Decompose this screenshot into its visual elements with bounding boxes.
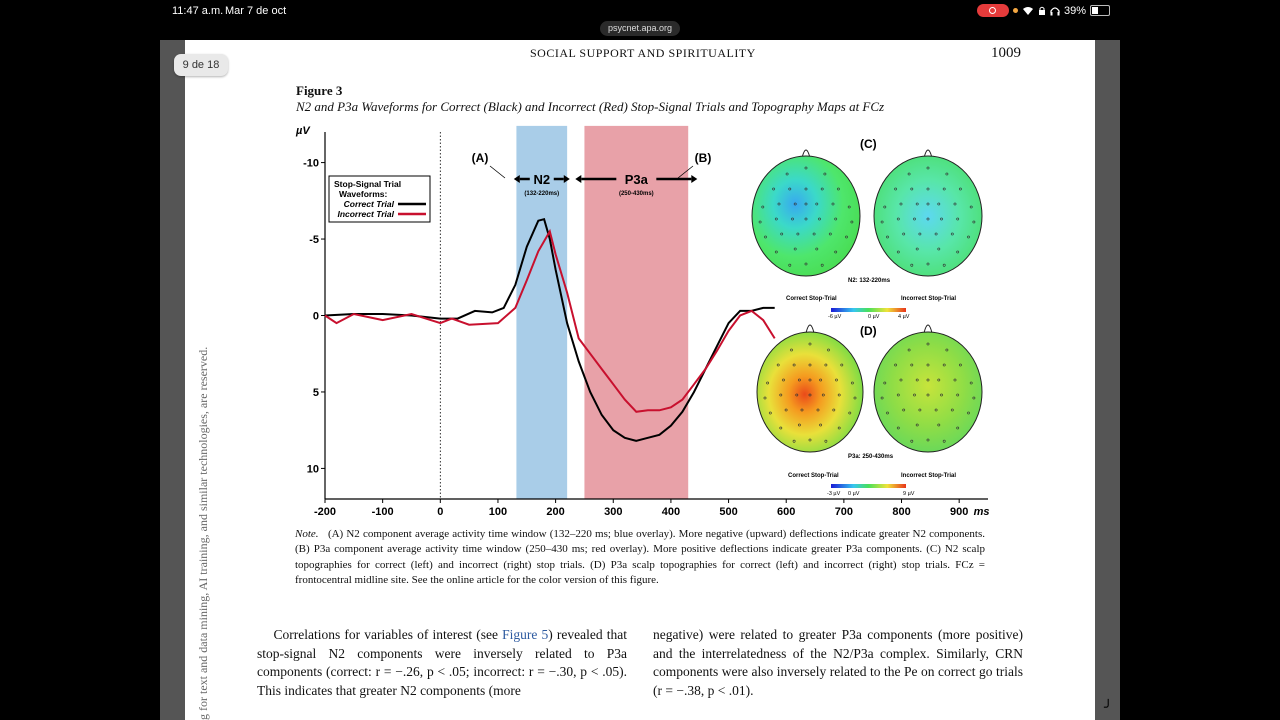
wifi-icon <box>1022 6 1034 16</box>
lock-icon <box>1038 6 1046 16</box>
legend-subtitle: Waveforms: <box>339 189 388 199</box>
status-time: 11:47 a.m. <box>172 5 224 17</box>
scale-d-min: -3 µV <box>827 491 841 497</box>
topo-c-incorrect-label: Incorrect Stop-Trial <box>901 296 957 302</box>
x-tick-label: 500 <box>719 506 738 518</box>
figure-label: Figure 3 <box>296 83 343 98</box>
scale-c-mid: 0 µV <box>868 314 880 320</box>
x-tick-label: 200 <box>546 506 565 518</box>
panel-c-label: (C) <box>860 137 877 151</box>
annotation-a-pointer <box>490 166 505 178</box>
n2-window-label: N2 <box>533 172 551 187</box>
x-tick-label: 700 <box>834 506 854 518</box>
col1-after: ) revealed that stop-signal N2 components were inversely related to P3a components (correct: r = −.26, p < .05; incorrect: r = −.30, p < .05). This indicates that greater N2 components (more <box>257 627 627 698</box>
x-tick-label: 0 <box>437 506 444 518</box>
x-tick-label: 300 <box>604 506 623 518</box>
body-column-right: negative) were related to greater P3a components (more positive) and the interrelatedness of the N2/P3a complex. Similarly, CRN components were also inversely related to the Pe on correct go trials (r = −.38, p < .01). <box>653 627 1023 698</box>
legend-title: Stop-Signal Trial <box>334 179 402 189</box>
page-counter: 9 de 18 <box>174 54 228 76</box>
topo-d-incorrect-label: Incorrect Stop-Trial <box>901 473 957 479</box>
page-number: 1009 <box>991 45 1021 61</box>
battery-icon <box>1090 5 1110 16</box>
y-axis-label: µV <box>296 125 310 137</box>
topo-c-correct-label: Correct Stop-Trial <box>786 296 837 302</box>
topomap-p3a-incorrect <box>874 325 982 452</box>
legend-label-correct: Correct Trial <box>343 199 394 209</box>
annotation-b: (B) <box>694 151 712 165</box>
x-tick-label: 400 <box>661 506 681 518</box>
figure-note <box>295 527 985 589</box>
screen-recording-icon[interactable] <box>977 4 1009 17</box>
y-tick-label: 5 <box>312 386 319 399</box>
n2-range-label: (132-220ms) <box>524 191 560 197</box>
panel-d-label: (D) <box>860 324 877 338</box>
topomap-p3a-correct <box>757 325 863 452</box>
x-tick-label: 100 <box>488 506 508 518</box>
legend-label-incorrect: Incorrect Trial <box>337 209 394 219</box>
running-head: SOCIAL SUPPORT AND SPIRITUALITY <box>530 46 756 60</box>
topo-d-window-label: P3a: 250-430ms <box>848 454 894 460</box>
p3a-arrow-right-head <box>691 175 697 183</box>
y-tick-label: 0 <box>312 310 319 323</box>
colorscale-d <box>831 484 906 488</box>
p3a-arrow-left-head <box>575 175 581 183</box>
annotation-a: (A) <box>471 151 489 165</box>
y-tick-label: 10 <box>306 463 319 476</box>
x-tick-label: 800 <box>892 506 911 518</box>
status-bar <box>0 0 1280 40</box>
colorscale-c <box>831 308 906 312</box>
note-prefix: Note. <box>295 528 319 540</box>
battery-percent: 39% <box>1063 4 1086 17</box>
status-date: Mar 7 de oct <box>225 5 287 17</box>
x-unit-label: ms <box>973 506 990 518</box>
note-text: (A) N2 component average activity time window (132–220 ms; blue overlay). More negative (upward) deflections indicate greater N2 components. (B) P3a component average activity time window (250–430 ms; red overlay). More positive deflections indicate greater P3a components. (C) N2 scalp topographies for correct (left) and incorrect (right) stop trials. (D) P3a scalp topographies for correct (left) and incorrect (right) stop trials. FCz = frontocentral midline site. See the online article for the color version of this figure. <box>295 528 985 587</box>
x-tick-label: 900 <box>949 506 969 518</box>
copyright-sidebar-note: g for text and data mining, AI training, and similar technologies, are reserved. <box>196 346 210 720</box>
x-tick-label: -100 <box>371 506 394 518</box>
scale-d-mid: 0 µV <box>848 491 860 497</box>
p3a-range-label: (250-430ms) <box>618 191 654 197</box>
resize-handle-icon[interactable]: ╯ <box>1104 701 1113 716</box>
url-pill[interactable]: psycnet.apa.org <box>600 21 680 36</box>
y-tick-label: -10 <box>303 157 319 170</box>
topo-c-window-label: N2: 132-220ms <box>848 278 891 284</box>
y-tick-label: -5 <box>309 234 319 247</box>
figure-title: N2 and P3a Waveforms for Correct (Black) and Incorrect (Red) Stop-Signal Trials and Topography Maps at FCz <box>296 99 885 114</box>
col1-before: Correlations for variables of interest (see <box>273 627 503 642</box>
headphones-icon <box>1050 6 1060 16</box>
status-right <box>977 4 1110 17</box>
topography-maps <box>748 130 998 505</box>
topo-d-correct-label: Correct Stop-Trial <box>788 473 839 479</box>
x-tick-label: -200 <box>313 506 337 518</box>
scale-c-max: 4 µV <box>898 314 910 320</box>
figure-5-link[interactable]: Figure 5 <box>502 627 549 642</box>
body-column-left <box>257 626 627 700</box>
scale-d-max: 9 µV <box>903 491 915 497</box>
p3a-window-label: P3a <box>624 172 648 187</box>
orange-dot-icon <box>1013 8 1018 13</box>
scale-c-min: -6 µV <box>828 314 842 320</box>
x-tick-label: 600 <box>777 506 796 518</box>
